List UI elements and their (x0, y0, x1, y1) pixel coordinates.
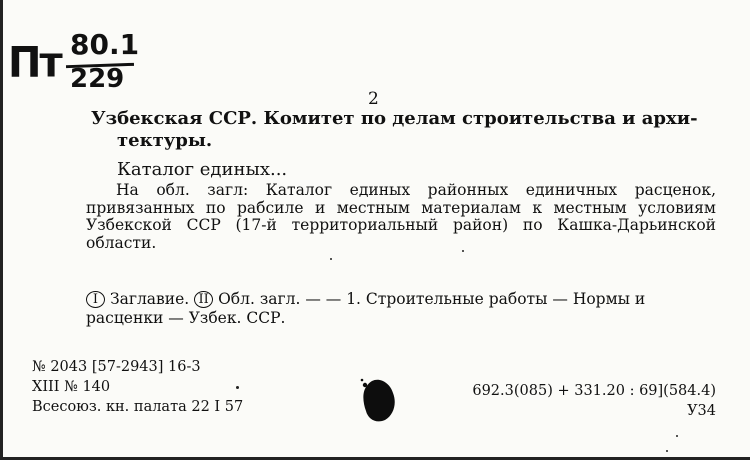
classification-code: 692.3(085) + 331.20 : 69](584.4) (472, 383, 716, 399)
paper-speck (236, 386, 239, 389)
tracing-item-1: Заглавие. (109, 290, 190, 308)
paper-speck (666, 450, 668, 452)
classification-mark: У34 (687, 403, 716, 419)
tracing-marker-2: II (194, 291, 213, 308)
record-line-1: № 2043 [57-2943] 16-3 (32, 359, 201, 375)
paper-speck (330, 258, 332, 260)
card-heading (91, 108, 721, 152)
page-number: 2 (368, 89, 379, 109)
title-note-text: На обл. загл: Каталог единых районных единичных расценок, привязанных по рабсиле и местным материалам к местным условиям Узбекской ССР (17-й территориальный район) по Кашка-Дарьинской области. (86, 181, 716, 252)
ink-blot (360, 377, 398, 423)
tracing-entries (86, 290, 716, 328)
title-note (86, 182, 716, 252)
card-left-edge (0, 0, 3, 460)
heading-line-2: тектуры. (117, 130, 213, 151)
record-numbers (32, 357, 243, 417)
heading-line-1: Узбекская ССР. Комитет по делам строительства и архи- (91, 108, 698, 129)
record-line-2: XIII № 140 (32, 379, 111, 395)
classification-block (451, 381, 716, 421)
shelfmark-prefix: Пт (8, 38, 61, 88)
shelfmark-denominator: 229 (70, 64, 125, 94)
record-line-3: Всесоюз. кн. палата 22 I 57 (32, 399, 244, 415)
tracing-item-2: Обл. загл. — — 1. Строительные работы — Нормы и расценки — Узбек. ССР. (86, 290, 646, 327)
paper-speck (462, 250, 464, 252)
shelfmark-numerator: 80.1 (70, 28, 140, 61)
short-title: Каталог единых... (117, 159, 288, 180)
paper-speck (676, 435, 678, 437)
tracing-marker-1: I (86, 291, 105, 308)
